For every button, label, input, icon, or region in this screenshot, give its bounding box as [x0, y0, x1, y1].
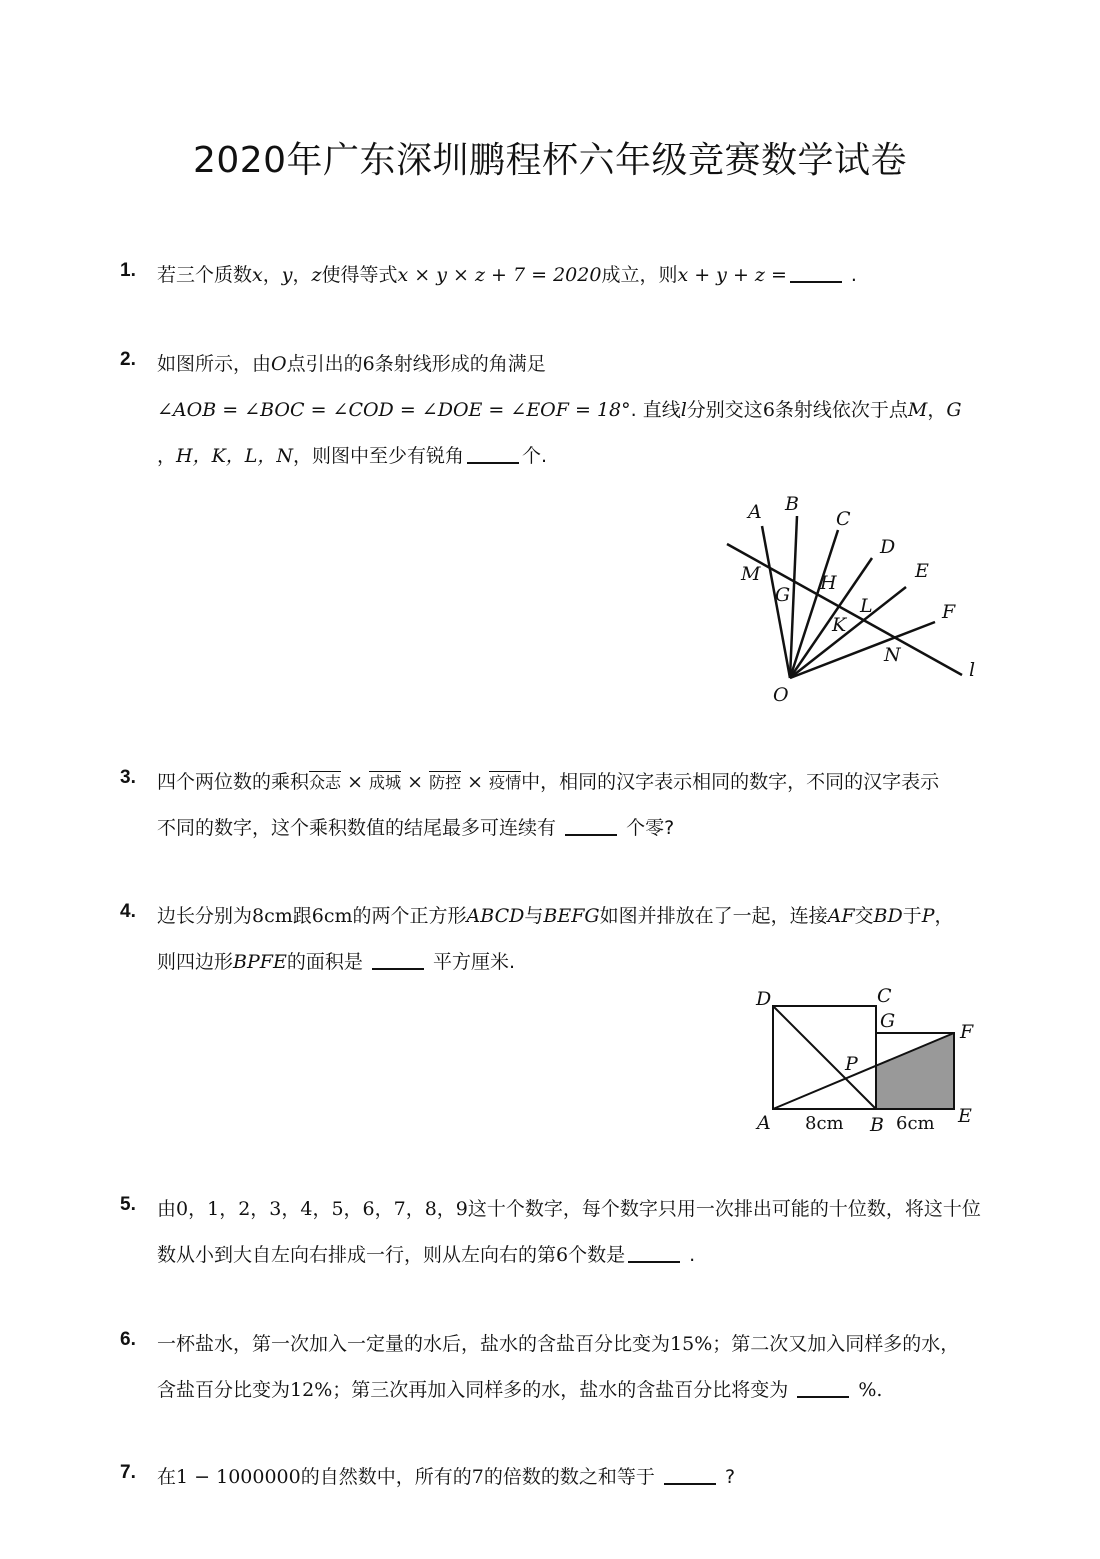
- question-text: ，H，K，L，N，则图中至少有锐角 个.: [157, 445, 548, 467]
- label-E: E: [958, 1105, 972, 1127]
- answer-blank: [790, 263, 842, 283]
- ray-OB: [790, 516, 797, 678]
- angle-equation: ∠AOB = ∠BOC = ∠COD = ∠DOE = ∠EOF = 18°: [157, 399, 631, 421]
- question-text: 若三个质数x，y，z使得等式x × y × z + 7 = 2020成立，则x + y + z = .: [157, 264, 857, 286]
- label-K: K: [832, 614, 847, 636]
- label-L: L: [860, 595, 873, 617]
- label-C: C: [877, 985, 892, 1007]
- question-text: ∠AOB = ∠BOC = ∠COD = ∠DOE = ∠EOF = 18°. 直线l分别交这6条射线依次于点M，G: [157, 399, 962, 421]
- label-P: P: [845, 1053, 858, 1075]
- label-B: B: [785, 493, 799, 515]
- answer-blank: [628, 1243, 680, 1263]
- label-l: l: [969, 659, 976, 681]
- squares-diagram: [750, 980, 990, 1140]
- question-number: 1.: [120, 260, 136, 281]
- label-G: G: [775, 584, 791, 606]
- label-A: A: [757, 1112, 771, 1134]
- question-text: 如图所示，由O点引出的6条射线形成的角满足: [157, 353, 546, 375]
- shaded-quadrilateral-BPFE: [876, 1033, 954, 1109]
- label-M: M: [741, 563, 761, 585]
- question-text: 四个两位数的乘积众志 × 成城 × 防控 × 疫情中，相同的汉字表示相同的数字，不同的汉字表示: [157, 771, 940, 793]
- label-B: B: [870, 1114, 884, 1136]
- question-text: 数从小到大自左向右排成一行，则从左向右的第6个数是 .: [157, 1244, 696, 1266]
- two-digit-number: 成城: [369, 773, 402, 792]
- label-H: H: [820, 572, 837, 594]
- question-text: 在1 − 1000000的自然数中，所有的7的倍数的数之和等于 ?: [157, 1466, 736, 1488]
- question-number: 2.: [120, 349, 136, 370]
- label-D: D: [756, 988, 772, 1010]
- question-number: 3.: [120, 767, 136, 788]
- label-C: C: [836, 508, 851, 530]
- label-O: O: [773, 684, 789, 706]
- question-text: 一杯盐水，第一次加入一定量的水后，盐水的含盐百分比变为15%；第二次又加入同样多的水，: [157, 1333, 960, 1355]
- length-label-8cm: 8cm: [805, 1113, 844, 1134]
- answer-blank: [664, 1465, 716, 1485]
- two-digit-number: 防控: [429, 773, 462, 792]
- question-number: 5.: [120, 1194, 136, 1215]
- answer-blank: [372, 950, 424, 970]
- label-G: G: [880, 1010, 896, 1032]
- page-title: 2020年广东深圳鹏程杯六年级竞赛数学试卷: [192, 140, 908, 181]
- two-digit-number: 疫情: [489, 773, 522, 792]
- question-number: 4.: [120, 901, 136, 922]
- label-E: E: [915, 560, 929, 582]
- ray-OF: [790, 622, 935, 678]
- label-D: D: [880, 536, 896, 558]
- question-text: 含盐百分比变为12%；第三次再加入同样多的水，盐水的含盐百分比将变为 %.: [157, 1379, 883, 1401]
- answer-blank: [565, 816, 617, 836]
- question-text: 则四边形BPFE的面积是 平方厘米.: [157, 951, 515, 973]
- label-F: F: [942, 601, 956, 623]
- question-number: 6.: [120, 1329, 136, 1350]
- two-digit-number: 众志: [309, 773, 342, 792]
- diagonal-BD: [773, 1006, 876, 1109]
- answer-blank: [467, 444, 519, 464]
- question-number: 7.: [120, 1462, 136, 1483]
- question-text: 由0，1，2，3，4，5，6，7，8，9这十个数字，每个数字只用一次排出可能的十位数，将这十位: [157, 1198, 981, 1220]
- label-F: F: [960, 1021, 974, 1043]
- question-text: 不同的数字，这个乘积数值的结尾最多可连续有 个零?: [157, 817, 675, 839]
- label-A: A: [748, 501, 762, 523]
- ray-diagram: [720, 490, 990, 710]
- length-label-6cm: 6cm: [896, 1113, 935, 1134]
- equation: x × y × z + 7 = 2020: [397, 264, 602, 286]
- question-text: 边长分别为8cm跟6cm的两个正方形ABCD与BEFG如图并排放在了一起，连接AF交BD于P，: [157, 905, 954, 927]
- ray-OC: [790, 530, 838, 678]
- answer-blank: [797, 1378, 849, 1398]
- label-N: N: [884, 644, 901, 666]
